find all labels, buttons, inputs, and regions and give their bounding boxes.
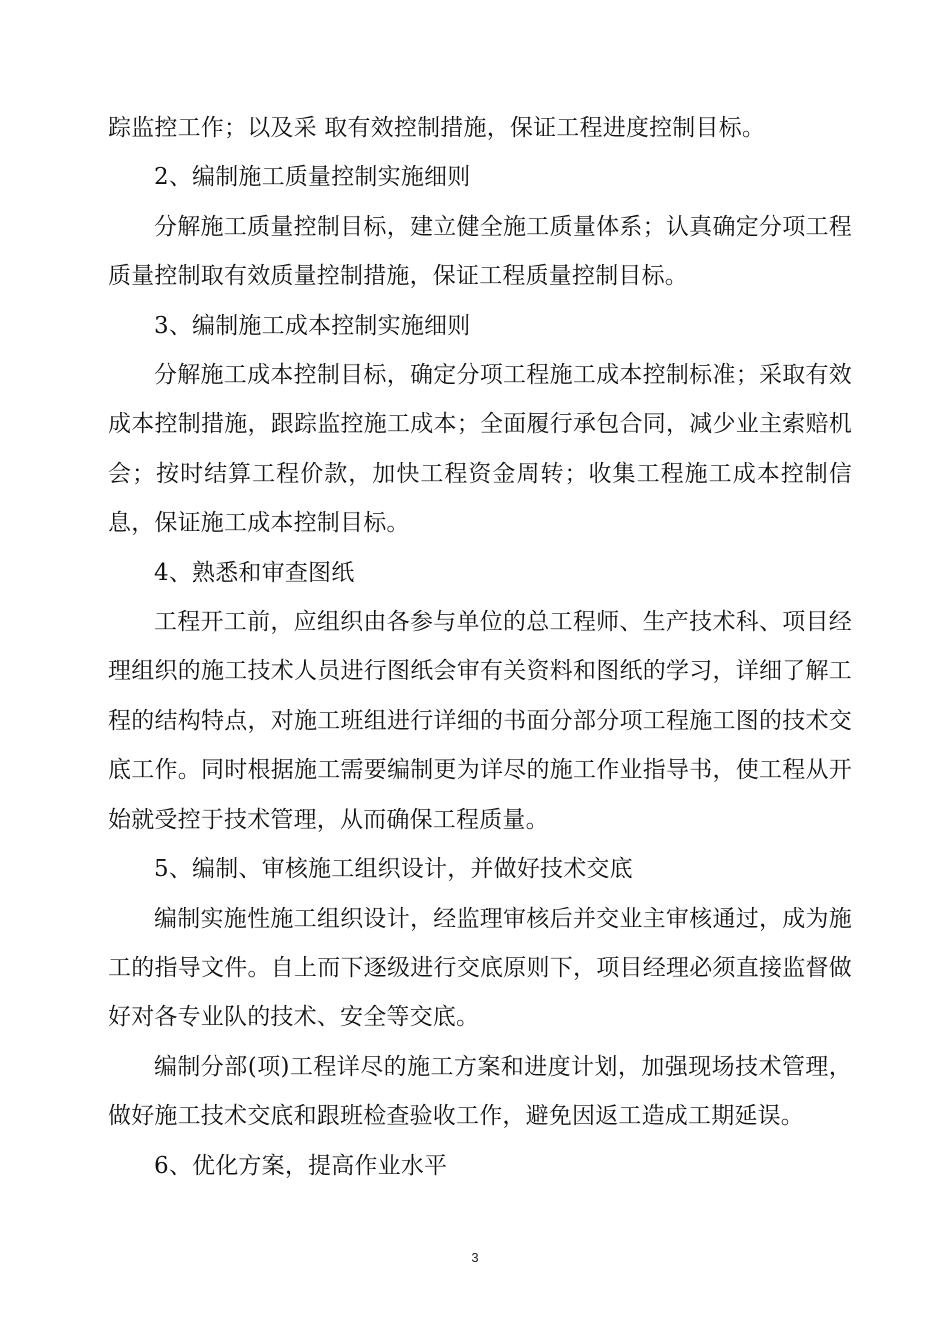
paragraph-quality-control: 分解施工质量控制目标，建立健全施工质量体系；认真确定分项工程质量控制取有效质量控制措施，保证工程质量控制目标。 <box>108 213 852 290</box>
heading-drawing-review: 4、熟悉和审查图纸 <box>154 559 355 586</box>
heading-construction-design: 5、编制、审核施工组织设计，并做好技术交底 <box>154 856 633 883</box>
paragraph-continuation: 踪监控工作；以及采 取有效控制措施，保证工程进度控制目标。 <box>108 115 766 141</box>
page-number: 3 <box>471 1250 479 1265</box>
heading-quality-control-rules: 2、编制施工质量控制实施细则 <box>154 164 471 191</box>
paragraph-cost-control: 分解施工成本控制目标，确定分项工程施工成本控制标准；采取有效成本控制措施，跟踪监控施工成本；全面履行承包合同，减少业主索赔机会；按时结算工程价款，加快工程资金周转；收集工程施工成本控制信息，保证施工成本控制目标。 <box>108 362 852 537</box>
document-body <box>108 104 852 1191</box>
heading-optimize-plan: 6、优化方案，提高作业水平 <box>154 1152 448 1179</box>
heading-cost-control-rules: 3、编制施工成本控制实施细则 <box>154 312 471 339</box>
paragraph-drawing-review: 工程开工前，应组织由各参与单位的总工程师、生产技术科、项目经理组织的施工技术人员进行图纸会审有关资料和图纸的学习，详细了解工程的结构特点，对施工班组进行详细的书面分部分项工程施工图的技术交底工作。同时根据施工需要编制更为详尽的施工作业指导书，使工程从开始就受控于技术管理，从而确保工程质量。 <box>108 609 852 833</box>
paragraph-construction-plan: 编制分部(项)工程详尽的施工方案和进度计划，加强现场技术管理，做好施工技术交底和跟班检查验收工作，避免因返工造成工期延误。 <box>108 1053 852 1130</box>
paragraph-construction-design: 编制实施性施工组织设计，经监理审核后并交业主审核通过，成为施工的指导文件。自上而下逐级进行交底原则下，项目经理必须直接监督做好对各专业队的技术、安全等交底。 <box>108 905 852 1031</box>
